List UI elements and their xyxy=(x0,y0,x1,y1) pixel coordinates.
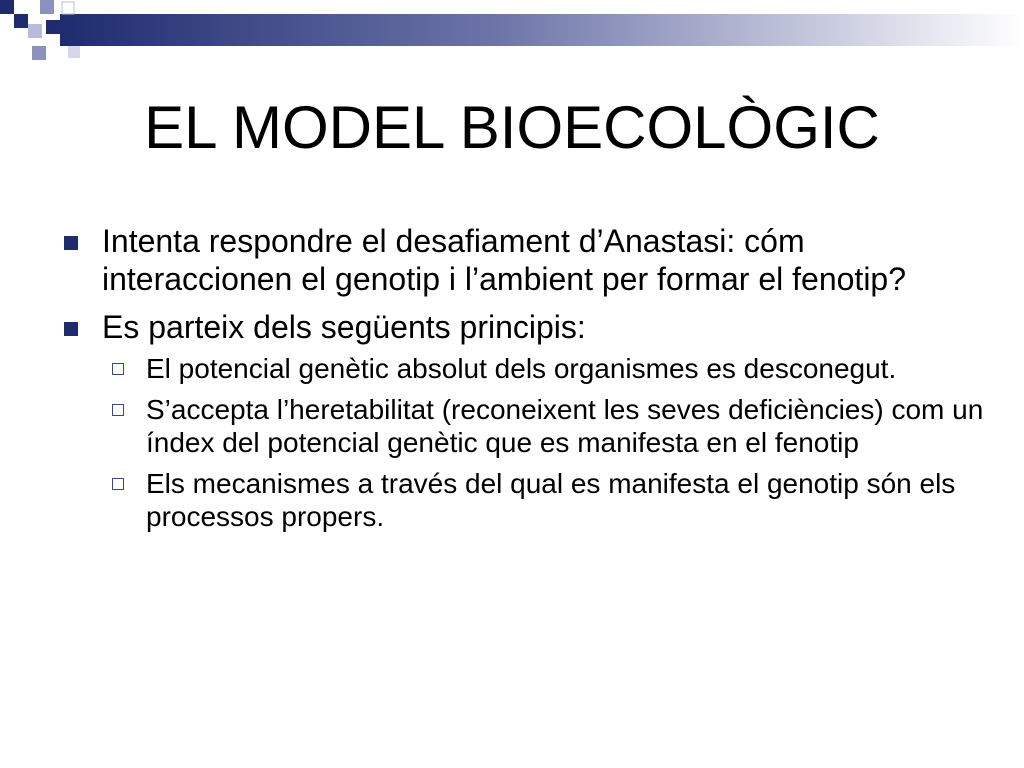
sub-bullet-text: S’accepta l’heretabilitat (reconeixent les seves deficiències) com un índex del potencial genètic que es manifesta en el fenotip xyxy=(146,394,984,458)
bullet-text: Es parteix dels següents principis: xyxy=(102,309,586,345)
hollow-square-bullet-icon xyxy=(112,363,124,375)
header-gradient-bar xyxy=(60,14,1024,46)
bullet-item xyxy=(62,308,984,533)
deco-square-7 xyxy=(62,2,74,14)
deco-square-1 xyxy=(0,0,14,14)
hollow-square-bullet-icon xyxy=(112,404,124,416)
sub-bullet-item xyxy=(102,352,986,385)
bullet-text: Intenta respondre el desafiament d’Anastasi: cóm interaccionen el genotip i l’ambient per formar el fenotip? xyxy=(102,223,907,297)
bullet-list xyxy=(62,222,984,543)
deco-square-3 xyxy=(40,0,54,14)
deco-square-8 xyxy=(68,46,80,58)
sub-bullet-list xyxy=(102,352,984,533)
header-decoration xyxy=(0,0,1024,64)
deco-square-6 xyxy=(32,46,46,60)
deco-square-4 xyxy=(28,24,42,38)
sub-bullet-item xyxy=(102,393,986,459)
sub-bullet-text: El potencial genètic absolut dels organismes es desconegut. xyxy=(146,353,897,384)
sub-bullet-item xyxy=(102,467,986,533)
slide-title: EL MODEL BIOECOLÒGIC xyxy=(144,94,880,161)
square-bullet-icon xyxy=(64,236,78,250)
hollow-square-bullet-icon xyxy=(112,478,124,490)
deco-square-2 xyxy=(14,14,28,28)
bullet-item xyxy=(62,222,962,298)
square-bullet-icon xyxy=(64,322,78,336)
deco-square-5 xyxy=(46,20,60,34)
sub-bullet-text: Els mecanismes a través del qual es manifesta el genotip són els processos propers. xyxy=(146,468,956,532)
